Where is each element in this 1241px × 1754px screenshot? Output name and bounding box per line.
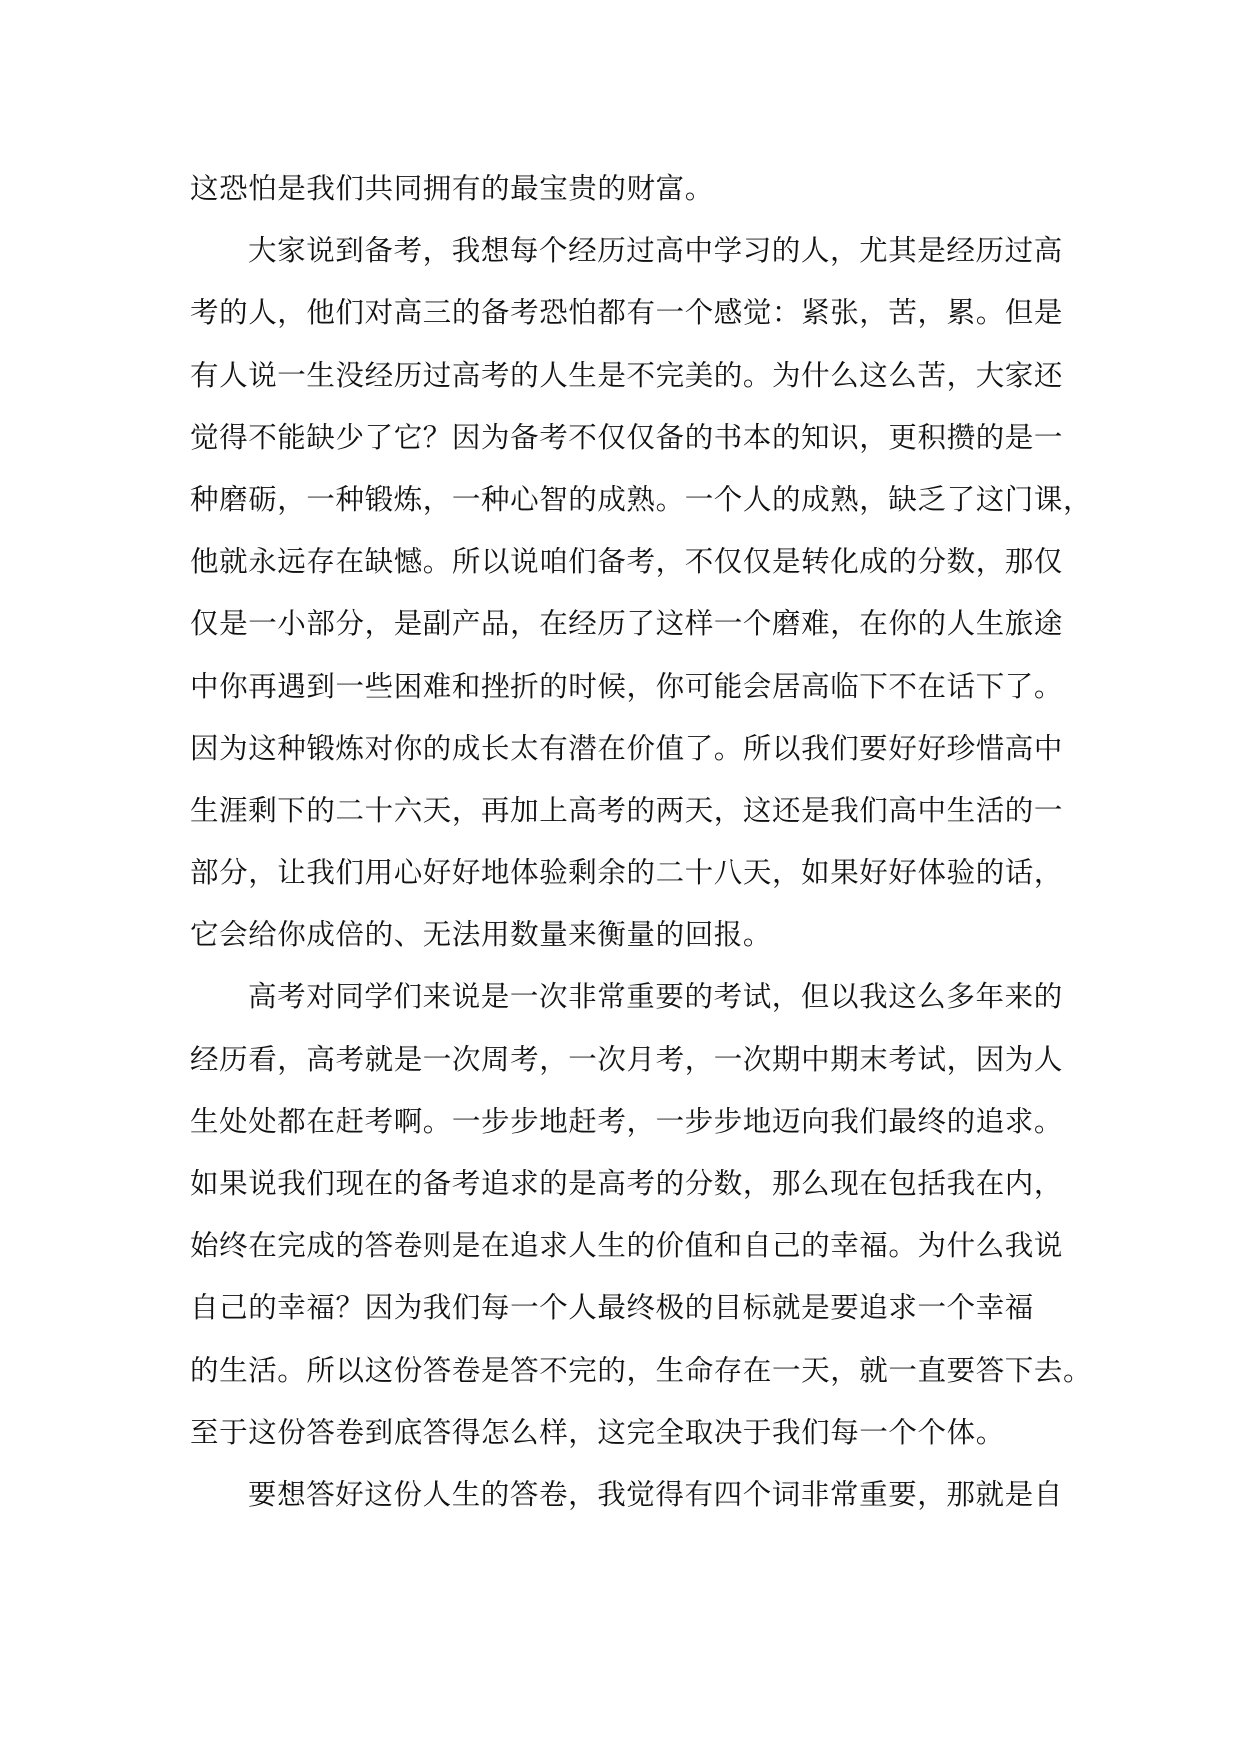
text-line: 自己的幸福？因为我们每一个人最终极的目标就是要追求一个幸福: [190, 1291, 1034, 1325]
text-line: 始终在完成的答卷则是在追求人生的价值和自己的幸福。为什么我说: [190, 1229, 1064, 1263]
text-line: 至于这份答卷到底答得怎么样，这完全取决于我们每一个个体。: [190, 1415, 1005, 1449]
text-line: 有人说一生没经历过高考的人生是不完美的。为什么这么苦，大家还: [190, 358, 1064, 392]
text-line: 这恐怕是我们共同拥有的最宝贵的财富。: [190, 172, 714, 205]
text-line: 它会给你成倍的、无法用数量来衡量的回报。: [190, 918, 773, 952]
text-line: 生涯剩下的二十六天，再加上高考的两天，这还是我们高中生活的一: [190, 793, 1064, 827]
document-body: [190, 158, 1093, 1526]
text-line: 因为这种锻炼对你的成长太有潜在价值了。所以我们要好好珍惜高中: [190, 731, 1064, 765]
text-line: 种磨砺，一种锻炼，一种心智的成熟。一个人的成熟，缺乏了这门课，: [190, 482, 1093, 516]
text-line: 经历看，高考就是一次周考，一次月考，一次期中期末考试，因为人: [190, 1042, 1064, 1076]
paragraph-start-line: 大家说到备考，我想每个经历过高中学习的人，尤其是经历过高: [248, 234, 1063, 268]
text-line: 中你再遇到一些困难和挫折的时候，你可能会居高临下不在话下了。: [190, 669, 1064, 703]
text-line: 如果说我们现在的备考追求的是高考的分数，那么现在包括我在内，: [190, 1167, 1064, 1200]
text-line: 仅是一小部分，是副产品，在经历了这样一个磨难，在你的人生旅途: [190, 607, 1064, 641]
text-line: 考的人，他们对高三的备考恐怕都有一个感觉：紧张，苦，累。但是: [190, 296, 1064, 330]
text-line: 的生活。所以这份答卷是答不完的，生命存在一天，就一直要答下去。: [190, 1353, 1093, 1387]
paragraph-start-line: 要想答好这份人生的答卷，我觉得有四个词非常重要，那就是自: [248, 1477, 1063, 1511]
paragraph-start-line: 高考对同学们来说是一次非常重要的考试，但以我这么多年来的: [248, 980, 1063, 1014]
text-line: 生处处都在赶考啊。一步步地赶考，一步步地迈向我们最终的追求。: [190, 1104, 1064, 1138]
text-line: 部分，让我们用心好好地体验剩余的二十八天，如果好好体验的话，: [190, 856, 1064, 890]
text-line: 觉得不能缺少了它？因为备考不仅仅备的书本的知识，更积攒的是一: [190, 420, 1064, 454]
text-line: 他就永远存在缺憾。所以说咱们备考，不仅仅是转化成的分数，那仅: [190, 545, 1064, 579]
